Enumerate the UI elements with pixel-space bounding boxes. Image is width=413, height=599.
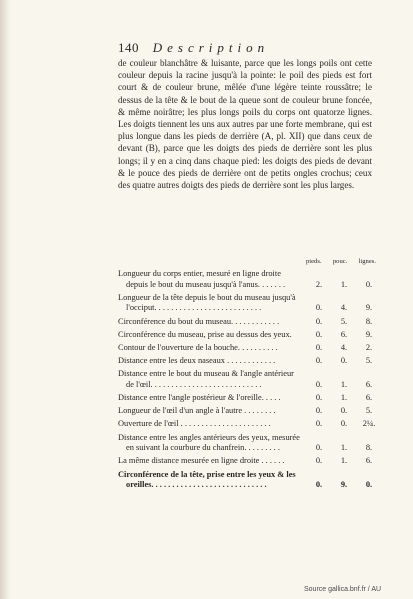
description-paragraph: de couleur blanchâtre & luisante, parce que les longs poils ont cette couleur depuis la racine jusqu'à la pointe: le poil des pieds est fort court & de couleur brune, mêlée d'une légère teinte roussâtre; le dessus de la tête & le bout de la queue sont de couleur brune foncée, & même noirâtre; les plus longs poils du corps ont quatorze lignes. Les doigts tiennent les uns aux autres par une forte membrane, qui est plus longue dans les pieds de derrière (A, pl. XII) que dans ceux de devant (B), parce que les doigts des pieds de derrière sont les plus longs; il y en a cinq dans chaque pied: les doigts des pieds de devant & le pouce des pieds de derrière ont de petits ongles crochus; ceux des quatre autres doigts des pieds de derrière sont les plus larges. [118,58,372,191]
value-lignes: 6. [365,456,373,466]
row-label: Longueur du corps entier, mesuré en ligne droite depuis le bout du museau jusqu'à l'anus. . . . . . . [118,269,286,289]
value-lignes: 2. [365,342,373,352]
row-label: Distance entre l'angle postérieur & l'oreille. . . . . [118,393,281,403]
value-pieds: 0. [315,329,323,339]
table-row [118,369,380,390]
value-pieds: 0. [315,316,323,326]
value-pieds: 0. [315,356,323,366]
running-header [118,40,378,56]
value-pieds: 0. [315,456,323,466]
value-pieds: 0. [315,303,323,313]
value-lignes: 2¼. [362,419,376,429]
value-pouces: 1. [340,279,348,289]
table-row [118,317,380,328]
table-row [118,330,380,341]
table-row [118,433,380,454]
value-pouces: 5. [340,316,348,326]
value-pieds: 2. [315,279,323,289]
value-pouces: 1. [340,456,348,466]
value-pouces: 9. [340,480,348,490]
value-lignes: 0. [365,480,373,490]
value-lignes: 9. [365,329,373,339]
running-title: Description [152,40,270,55]
row-label: Circonférence du bout du museau. . . . . . . . . . . . [118,316,280,326]
row-label: La même distance mesurée en ligne droite . . . . . . [118,456,285,466]
value-pieds: 0. [315,419,323,429]
value-lignes: 5. [365,406,373,416]
page-number: 140 [118,40,139,55]
value-pouces: 1. [340,443,348,453]
value-pieds: 0. [315,342,323,352]
row-label: Ouverture de l'œil . . . . . . . . . . . . . . . . . . . . . . [118,419,271,429]
table-row [118,269,380,290]
value-lignes: 8. [365,443,373,453]
value-pieds: 0. [315,406,323,416]
row-label: Contour de l'ouverture de la bouche. . . . . . . . . . [118,342,278,352]
value-pouces: 6. [340,329,348,339]
column-header-lignes: lignes. [358,258,376,265]
value-pouces: 0. [340,406,348,416]
value-lignes: 6. [365,379,373,389]
value-pieds: 0. [315,443,323,453]
value-pouces: 1. [340,393,348,403]
table-row [118,293,380,314]
value-pieds: 0. [315,379,323,389]
column-header-pouces: pouc. [332,258,348,265]
source-credit: Source gallica.bnf.fr / AU [304,586,382,593]
table-row [118,343,380,354]
value-lignes: 8. [365,316,373,326]
column-header-pieds: pieds. [306,258,322,265]
value-pieds: 0. [315,393,323,403]
table-row [118,470,380,491]
row-label: Distance entre les angles antérieurs des yeux, mesurée en suivant la courbure du chanfrein. . . . . . . . . [118,432,300,453]
row-label: Distance entre les deux naseaux . . . . . . . . . . . . [118,356,276,366]
table-row [118,419,380,430]
value-pouces: 1. [340,379,348,389]
measurement-table [118,269,380,493]
table-row [118,393,380,404]
page-edge-shadow [0,0,10,599]
row-label: Longueur de la tête depuis le bout du museau jusqu'à l'occiput. . . . . . . . . . . . . . . . . . . . . . . . . . [118,292,296,313]
table-row [118,356,380,367]
value-pouces: 4. [340,342,348,352]
value-pouces: 4. [340,303,348,313]
table-row [118,406,380,417]
measurement-column-headers [306,258,376,265]
row-label: Distance entre le bout du museau & l'angle antérieur de l'œil. . . . . . . . . . . . . . . . . . . . . . . . . . . [118,369,294,389]
value-lignes: 9. [365,303,373,313]
table-row [118,456,380,467]
value-pouces: 0. [340,419,348,429]
row-label: Circonférence de la tête, prise entre les yeux & les oreilles. . . . . . . . . . . . . . . . . . . . . . . . . . . . [118,469,296,490]
value-lignes: 5. [365,356,373,366]
value-pieds: 0. [315,480,323,490]
row-label: Circonférence du museau, prise au dessus des yeux. [118,329,292,339]
row-label: Longueur de l'œil d'un angle à l'autre . . . . . . . . [118,406,276,416]
value-pouces: 0. [340,356,348,366]
value-lignes: 6. [365,393,373,403]
value-lignes: 0. [365,279,373,289]
